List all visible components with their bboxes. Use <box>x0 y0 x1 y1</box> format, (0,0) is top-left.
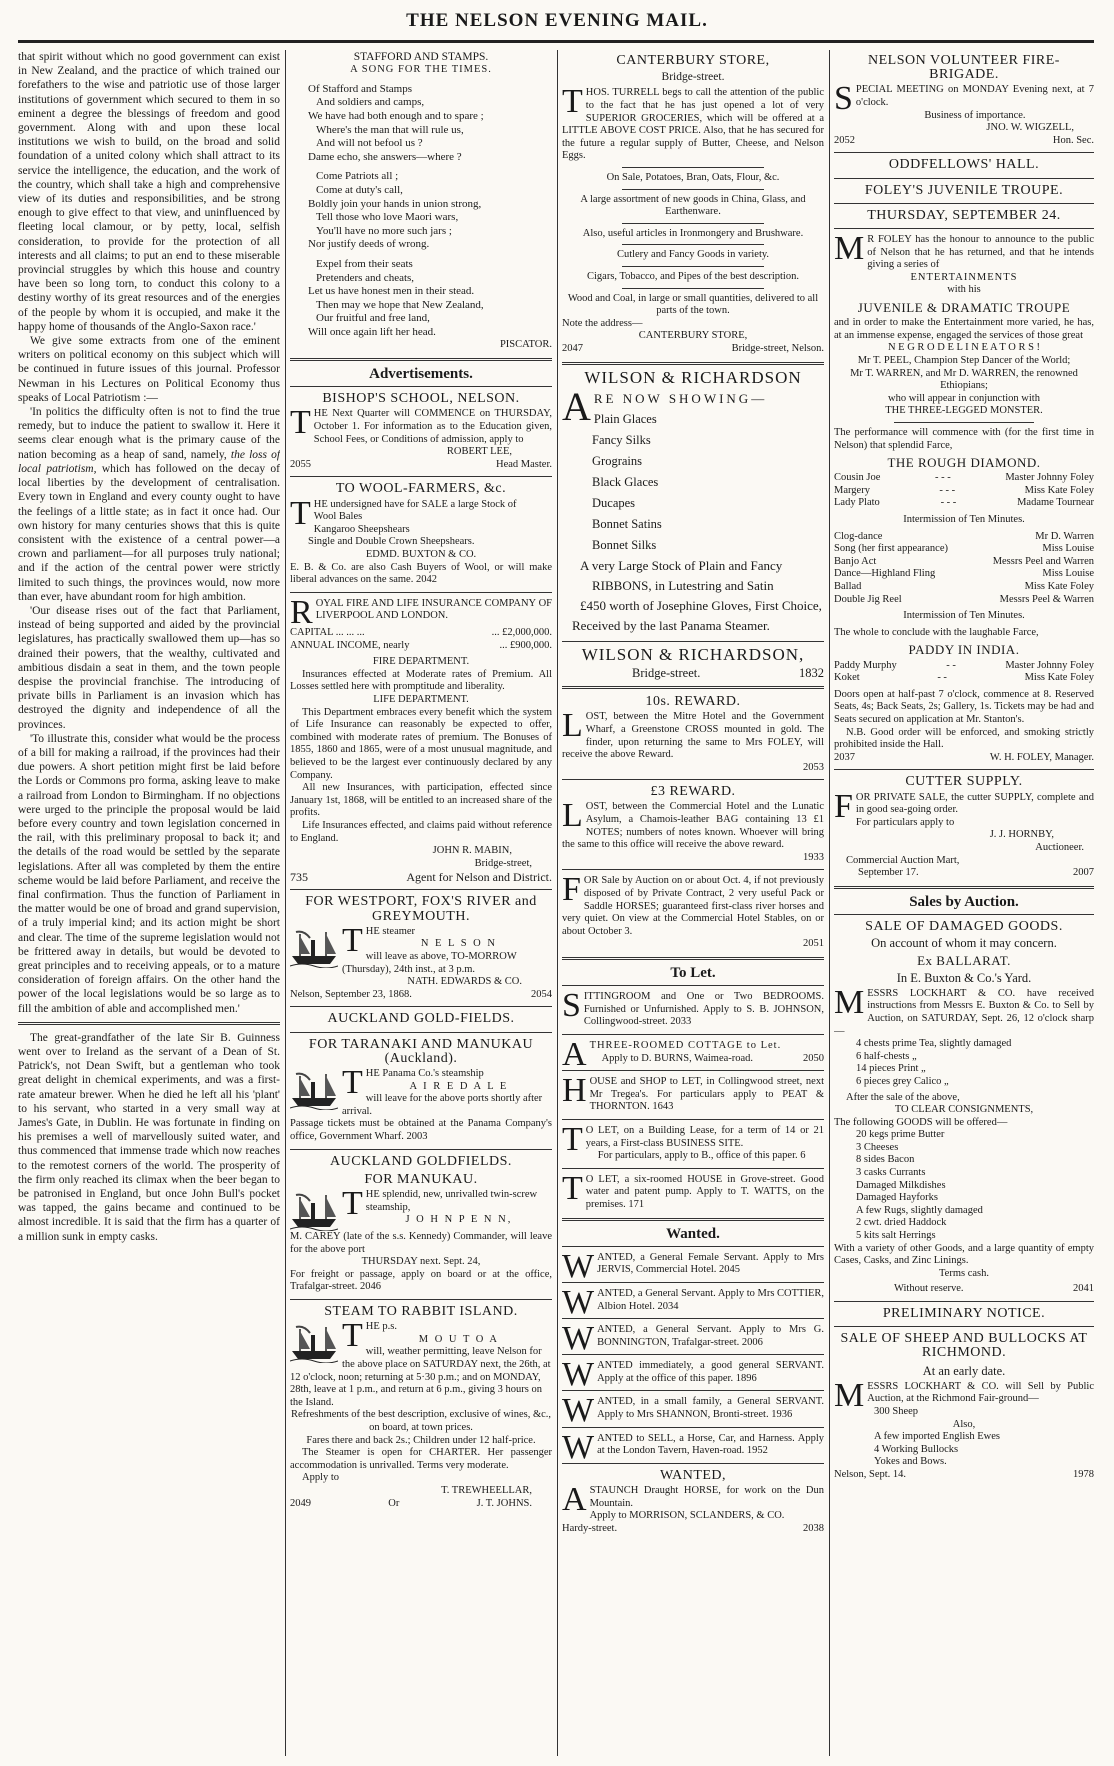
divider <box>562 985 824 986</box>
ad-title: PRELIMINARY NOTICE. <box>882 1306 1046 1321</box>
divider <box>834 1326 1094 1327</box>
ad-subheading: TO CLEAR CONSIGNMENTS, <box>894 1104 1034 1116</box>
ad-text: MESSRS LOCKHART & CO. have received instructions from Messrs E. Buxton & Co. to Sell by Auction, on SATURDAY, Sept. 26, 12 o'clock sharp— <box>834 983 1094 1037</box>
divider <box>562 1318 824 1319</box>
ad-title: WANTED, <box>659 1467 727 1483</box>
ad-number: 1933 <box>803 851 824 863</box>
ad-text: Cigars, Tobacco, and Pipes of the best description. <box>587 270 799 282</box>
wilson-richardson-title: WILSON & RICHARDSON, <box>581 644 805 664</box>
ad-text: THE Next Quarter will COMMENCE on THURSDAY, October 1. For information as to the Education given, School Fees, or Conditions of admission, apply to <box>290 404 552 445</box>
ad-footer: Apply to D. BURNS, Waimea-road. 2050 <box>601 1052 824 1064</box>
ad-title: TO WOOL-FARMERS, &c. <box>335 481 507 497</box>
divider <box>834 178 1094 179</box>
ad-title: AUCKLAND GOLDFIELDS. <box>330 1153 512 1169</box>
ad-number: 2051 <box>803 938 824 950</box>
ad-subheading: LIFE DEPARTMENT. <box>373 693 469 705</box>
ship-ad: THE splendid, new, unrivalled twin-screw steamship, J O H N P E N N, <box>290 1189 552 1231</box>
divider <box>562 779 824 780</box>
ad-signature: T. TREWHEELLAR, <box>441 1484 532 1496</box>
divider <box>290 386 552 387</box>
ad-text: M. CAREY (late of the s.s. Kennedy) Commander, will leave for the above port <box>290 1231 552 1255</box>
ad-title: BISHOP'S SCHOOL, NELSON. <box>322 391 520 407</box>
list-item: Bonnet Silks <box>592 537 657 552</box>
divider <box>562 1246 824 1247</box>
ad-number: 2053 <box>803 761 824 773</box>
ad-title: CUTTER SUPPLY. <box>905 774 1023 790</box>
list-item: 14 pieces Print „ <box>856 1063 926 1075</box>
cast-list <box>834 531 1094 607</box>
list-item: Cousin Joe - - - Master Johnny Foley <box>834 472 1094 484</box>
list-item: 8 sides Bacon <box>856 1154 915 1166</box>
article-paragraph: 'Our disease rises out of the fact that Parliament, instead of being supported and aided by the provincial legislatures, has practically swallowed them up—has so drained their powers, that the wealthy, cultivated and ambitious disdain a seat in them, and the town people despise the provincial franchise. The introducing of private bills in Parliament is an invasion which has destroyed the dignity and independence of all the provinces. <box>18 604 280 731</box>
section-rule <box>18 1022 280 1025</box>
steamship-icon <box>290 926 338 968</box>
ad-text: and in order to make the Entertainment more varied, he has, at an immense expense, engaged the services of those great <box>834 317 1094 341</box>
ad-text: Apply to MORRISON, SCLANDERS, & CO. <box>589 1510 785 1522</box>
ad-text: Mr T. WARREN, and Mr D. WARREN, the renowned Ethiopians; <box>850 367 1078 392</box>
ship-ad: THE p.s. M O U T O A will, weather permitting, leave Nelson for the above place on SATURDAY next, the 26th, at 12 o'clock, noon; returning at 5·30 p.m.; and on MONDAY, 28th, leave at 1 p.m., and return at 6 p.m., giving 3 hours on the Island. <box>290 1317 551 1408</box>
ad-text: Intermission of Ten Minutes. <box>903 514 1025 526</box>
divider <box>562 1034 824 1035</box>
ad-subheading: THE ROUGH DIAMOND. <box>887 455 1041 471</box>
ad-subheading: FIRE DEPARTMENT. <box>372 656 470 668</box>
list-item: Clog-dance Mr D. Warren <box>834 530 1094 542</box>
ad-text: M R FOLEY has the honour to announce to the public of Nelson that he has returned, and that he intends giving a series of <box>834 229 1094 271</box>
ad-text: Also, useful articles in Ironmongery and Brushware. <box>582 227 804 239</box>
ad-signature: JNO. W. WIGZELL, <box>986 122 1074 134</box>
ad-text: ENTERTAINMENTS <box>910 271 1018 283</box>
ad-text: T O LET, a six-roomed HOUSE in Grove-street. Good water and patent pump. Apply to T. WATTS, on the premises. 171 <box>562 1169 824 1210</box>
ad-text: The whole to conclude with the laughable Farce, <box>834 626 1039 638</box>
list-item: 6 half-chests „ <box>856 1050 917 1062</box>
list-item: Koket - - Miss Kate Foley <box>834 672 1094 684</box>
steamship-icon <box>290 1189 338 1231</box>
list-item: Song (her first appearance) Miss Louise <box>834 543 1094 555</box>
ad-signature: Auctioneer. <box>1035 841 1084 853</box>
section-rule <box>834 886 1094 889</box>
divider <box>834 1301 1094 1302</box>
ad-subheading: THE THREE-LEGGED MONSTER. <box>885 405 1043 417</box>
ad-subheading: Ex BALLARAT. <box>917 953 1011 969</box>
steamship-icon <box>290 1068 338 1110</box>
ad-text: LOST, between the Commercial Hotel and the Lunatic Asylum, a Chamois-leather BAG containing 13 £1 NOTES; numbers of notes known. Whoever will bring the same to this office will receive the above reward. <box>562 797 824 851</box>
masthead-rule <box>18 40 1094 43</box>
list-item: Margery - - - Miss Kate Foley <box>834 484 1094 496</box>
list-item: 4 chests prime Tea, slightly damaged <box>856 1038 1012 1050</box>
article-paragraph: that spirit without which no good government can exist in New Zealand, and the practice of which trained our forefathers to the wise and patriotic use of those larger institutions of government which secured to them in so eminent a degree the blessings of freedom and good government. Along with and upon these local institutions we wish to build, on the broad and solid foundation of a united colony which shall attract to its service the intelligence, the education, and the work of the country, which shall take a high and comprehensive view of its duties and responsibilities, and be strong enough to give effect to that view, and uninfluenced by fleeting local clamour, or by petty, local, selfish consideration, to provide for the protection of all interests and all claims; to put an end to these miserable provincial struggles by which this house and country have been so long torn, to conduct this colony to a destiny worthy of its great resources and of the energies of the people by whom it is occupied, and make it the happy home of thousands of the Anglo-Saxon race.' <box>18 51 280 333</box>
fabric-list <box>562 409 824 556</box>
ship-ad: THE steamer N E L S O N will leave as above, TO-MORROW (Thursday), 24th inst., at 3 p.m. <box>290 926 552 976</box>
ad-text: After the sale of the above, <box>846 1091 960 1103</box>
ad-text: Wood and Coal, in large or small quantities, delivered to all parts of the town. <box>567 292 819 317</box>
ad-title: ODDFELLOWS' HALL. <box>888 157 1040 173</box>
ad-signature: ROBERT LEE, <box>446 446 512 458</box>
column-divider <box>829 50 830 1756</box>
list-item: Grograins <box>592 453 642 468</box>
divider <box>562 1390 824 1391</box>
list-item: Damaged Hayforks <box>856 1192 938 1204</box>
list-item: Double Jig Reel Messrs Peel & Warren <box>834 593 1094 605</box>
ad-title: FOR MANUKAU. <box>364 1171 478 1187</box>
ad-text: This Department embraces every benefit which the system of Life Insurance can reasonably be expected to offer, combined with moderate rates of premium. The Bonuses of 1855, 1860 and 1865, were of a most unusual magnitude, and believed to be the largest ever continuously declared by any Company. <box>290 706 552 781</box>
column-divider <box>557 50 558 1756</box>
divider <box>562 869 824 870</box>
divider <box>290 889 552 890</box>
ad-subheading: JUVENILE & DRAMATIC TROUPE <box>857 299 1071 315</box>
divider <box>622 288 764 289</box>
ad-list: Wool Bales Kangaroo Sheepshears Single and Double Crown Sheepshears. <box>308 511 475 548</box>
poem-stanza: Expel from their seats Pretenders and cheats, Let us have honest men in their stead. Then may we hope that New Zealand, Our fruitful and free land, Will once again lift her head. <box>308 257 484 338</box>
divider <box>834 228 1094 229</box>
ad-text: FOR PRIVATE SALE, the cutter SUPPLY, complete and in good sea-going order. <box>834 787 1094 825</box>
divider <box>562 1119 824 1120</box>
ad-signature: CANTERBURY STORE, <box>638 330 748 342</box>
sales-heading: Sales by Auction. <box>909 893 1019 910</box>
cast-list <box>834 660 1094 685</box>
ad-text: In E. Buxton & Co.'s Yard. <box>896 970 1032 985</box>
ad-title: AUCKLAND GOLD-FIELDS. <box>327 1011 515 1027</box>
divider <box>562 1354 824 1355</box>
ad-subheading: PADDY IN INDIA. <box>908 642 1020 658</box>
poem-title: STAFFORD AND STAMPS. <box>353 51 489 63</box>
ad-subtitle: Bridge-street. <box>661 71 725 84</box>
divider <box>622 189 764 190</box>
ad-text: At an early date. <box>922 1363 1006 1378</box>
list-item: Dance—Highland Fling Miss Louise <box>834 568 1094 580</box>
ad-footer: Nelson, September 23, 1868. 2054 <box>290 988 552 1000</box>
ad-text: ARE NOW SHOWING— <box>562 383 768 429</box>
ad-text: Mr T. PEEL, Champion Step Dancer of the World; <box>857 354 1071 366</box>
list-item: 6 pieces grey Calico „ <box>856 1075 949 1087</box>
ad-text: FOR Sale by Auction on or about Oct. 4, if not previously disposed of by Private Contract, 2 very useful Pack or Saddle HORSES; guaranteed first-class river horses and very quiet. On view at the Commercial Hotel Stables, on or about October 3. <box>562 871 824 937</box>
ad-text: Intermission of Ten Minutes. <box>903 610 1025 622</box>
advertisements-heading: Advertisements. <box>369 366 473 383</box>
ad-text: The performance will commence with (for the first time in Nelson) that splendid Farce, <box>834 426 1094 451</box>
ad-title: FOR WESTPORT, FOX'S RIVER and GREYMOUTH. <box>305 894 537 924</box>
section-rule <box>562 686 824 689</box>
ad-text: MESSRS LOCKHART & CO. will Sell by Public Auction, at the Richmond Fair-ground— <box>834 1376 1094 1414</box>
ad-title: £3 REWARD. <box>650 784 736 800</box>
poem-stanza: Come Patriots all ; Come at duty's call, Boldly join your hands in union strong, Tell those who love Maori wars, You'll have no more such jars ; Nor justify deeds of wrong. <box>308 170 482 251</box>
ad-signature: JOHN R. MABIN, <box>432 845 512 857</box>
divider <box>562 1168 824 1169</box>
ad-footer: 2052 Hon. Sec. <box>834 134 1094 146</box>
ad-signature: Bridge-street, <box>474 857 532 869</box>
divider <box>290 1032 552 1033</box>
ad-title: STEAM TO RABBIT ISLAND. <box>324 1304 518 1319</box>
divider <box>562 1463 824 1464</box>
goods-list <box>834 1431 1094 1469</box>
ad-text: Commercial Auction Mart, <box>846 854 960 866</box>
poem-author: PISCATOR. <box>499 339 552 351</box>
ad-text: All new Insurances, with participation, effected since January 1st, 1868, will be entitled to an increased share of the profits. <box>290 782 552 819</box>
goods-list <box>834 1129 1094 1242</box>
list-item: Lady Plato - - - Madame Tournear <box>834 497 1094 509</box>
ad-text: ROYAL FIRE AND LIFE INSURANCE COMPANY OF LIVERPOOL AND LONDON. <box>290 593 552 631</box>
list-item: Fancy Silks <box>592 432 651 447</box>
steamship-icon <box>290 1321 338 1363</box>
ad-text: Terms cash. <box>939 1267 989 1279</box>
ad-signature: J. J. HORNBY, <box>989 829 1054 841</box>
list-item: Plain Glaces <box>593 411 657 426</box>
ad-footer: Hardy-street. 2038 <box>562 1522 824 1534</box>
wilson-richardson-title: WILSON & RICHARDSON <box>584 367 802 387</box>
ad-text: WANTED, a General Servant. Apply to Mrs COTTIER, Albion Hotel. 2034 <box>562 1283 824 1321</box>
ad-text: For freight or passage, apply on board or at the office, Trafalgar-street. 2046 <box>290 1268 552 1293</box>
list-item: Banjo Act Messrs Peel and Warren <box>834 555 1094 567</box>
ad-text: E. B. & Co. are also Cash Buyers of Wool, or will make liberal advances on the same. 2042 <box>290 561 552 586</box>
ad-text: Insurances effected at Moderate rates of Premium. All Losses settled here with promptitude and liberality. <box>290 668 552 693</box>
divider <box>562 1070 824 1071</box>
list-item: 3 casks Currants <box>856 1167 926 1179</box>
cast-list <box>834 472 1094 510</box>
ad-footer: 735 Agent for Nelson and District. <box>290 870 552 885</box>
divider <box>834 203 1094 204</box>
divider <box>290 592 552 593</box>
ad-text: WANTED, in a small family, a General SERVANT. Apply to Mrs SHANNON, Bronti-street. 1936 <box>562 1392 824 1430</box>
ad-text: THE undersigned have for SALE a large Stock of <box>290 494 517 532</box>
ad-text: ASTAUNCH Draught HORSE, for work on the Dun Mountain. <box>562 1481 824 1519</box>
divider <box>622 266 764 267</box>
ad-footer: 2047 Bridge-street, Nelson. <box>562 342 824 354</box>
list-item: Paddy Murphy - - Master Johnny Foley <box>834 659 1094 671</box>
section-rule <box>562 1218 824 1221</box>
divider <box>622 167 764 168</box>
ad-text: For particulars, apply to B., office of this paper. 6 <box>597 1150 806 1162</box>
list-item: Damaged Milkdishes <box>856 1179 946 1191</box>
ad-footer: Bridge-street. 1832 <box>632 665 824 680</box>
list-item: A few imported English Ewes <box>874 1431 1000 1443</box>
ad-text: Refreshments of the best description, exclusive of wines, &c., on board, at town prices. <box>290 1409 552 1433</box>
list-item: Yokes and Bows. <box>874 1456 947 1468</box>
list-item: 300 Sheep <box>874 1406 919 1417</box>
ad-text: SPECIAL MEETING on MONDAY Evening next, at 7 o'clock. <box>834 80 1094 118</box>
ad-footer: Nelson, Sept. 14. 1978 <box>834 1468 1094 1480</box>
ad-text: Note the address— <box>562 317 643 329</box>
poem-stanza: Of Stafford and Stamps And soldiers and camps, We have had both enough and to spare ; Where's the man that will rule us, And will not befool us ? Dame echo, she answers—where ? <box>308 82 484 163</box>
ad-text: THOS. TURRELL begs to call the attention of the public to the fact that he has just opened a lot of very SUPERIOR GROCERIES, which will be offered at a LITTLE ABOVE COST PRICE. Also, that he has secured for the future a regular supply of Butter, Cheese, and Nelson Eggs. <box>562 83 824 162</box>
ad-text: On account of whom it may concern. <box>871 936 1057 951</box>
ad-text: with his <box>947 284 981 296</box>
divider <box>834 769 1094 770</box>
column-2 <box>290 50 552 1756</box>
article-paragraph: We give some extracts from one of the eminent writers on political economy on this subject which will be continued in future issues of this journal. Professor Newman in his Lectures on Political Economy thus speaks of Local Patriotism :— <box>18 335 280 404</box>
list-item: Bonnet Satins <box>592 516 662 531</box>
ad-text: N.B. Good order will be enforced, and smoking strictly prohibited inside the Hall. <box>834 726 1094 751</box>
income-row: ANNUAL INCOME, nearly ... £900,000. <box>290 639 552 651</box>
ad-signature: EDMD. BUXTON & CO. <box>365 549 477 561</box>
wanted-heading: Wanted. <box>666 1225 720 1242</box>
column-divider <box>285 50 286 1756</box>
list-item: 5 kits salt Herrings <box>856 1230 936 1242</box>
ad-text: WANTED to SELL, a Horse, Car, and Harness. Apply at the London Tavern, Haven-road. 1952 <box>562 1428 824 1466</box>
ad-footer: 2049 Or J. T. JOHNS. <box>290 1497 532 1509</box>
column-3 <box>562 50 824 1756</box>
list-item: 3 Cheeses <box>856 1141 899 1153</box>
divider <box>622 244 764 245</box>
ad-title: 10s. REWARD. <box>645 694 741 710</box>
divider <box>290 1149 552 1150</box>
divider <box>290 1006 552 1007</box>
ad-text: Life Insurances effected, and claims paid without reference to England. <box>290 819 552 844</box>
ad-title: CANTERBURY STORE, <box>616 53 770 68</box>
section-rule <box>562 362 824 365</box>
ad-text: Passage tickets must be obtained at the Panama Company's office, Government Wharf. 2003 <box>290 1118 552 1143</box>
poem-subtitle: A SONG FOR THE TIMES. <box>350 64 492 76</box>
guinness-paragraph: The great-grandfather of the late Sir B. Guinness went over to Ireland as the servant of a Dean of St. Patrick's, not Dean Swift, but a gentleman who took great delight in chemical experiments, and was a first-rate amateur brewer. When he died he left all his 'plant' to his servant, who started in a very small way at James's Gate, in Dublin. He was fortunate in finding on his premises a well of marvellously suited water, and thus commenced that immense trade which now reaches to the remotest corners of the world. The prosperity of the firm only reached its climax when the beer began to be patronised in England, but once John Bull's pocket was tapped, the gains became and continued to be almost incredible. It is said that the firm has a quarter of a million sunk in empty casks. <box>18 1031 280 1243</box>
divider <box>290 476 552 477</box>
ad-text: Apply to <box>302 1472 340 1484</box>
divider <box>834 914 1094 915</box>
list-item: 4 Working Bullocks <box>874 1443 959 1455</box>
article-paragraph: 'In politics the difficulty often is not to find the true remedy, but to induce the patient to swallow it. Here it seems clear enough what is the primary cause of the nation becoming as a heap of sand, namely, the loss of local patriotism, which has followed on the decay of local liberties by the development of centralisation. Every town in England and every county ought to have the feelings of a little state; as in fact it once had. Our own history for many centuries shows that this is quite consistent with the existence of a central power—a crown and parliament—for all purposes truly national; and if the action of the central power were strictly limited to such things, the provinces would, now more than ever, have abundant room for high ambition. <box>18 406 280 603</box>
ad-text: With a variety of other Goods, and a large quantity of empty Cases, Casks, and Zinc Linings. <box>834 1242 1094 1267</box>
ad-text: THURSDAY next. Sept. 24, <box>361 1256 481 1268</box>
ad-text: Also, <box>952 1418 976 1430</box>
ad-text: Business of importance. <box>924 109 1026 121</box>
divider <box>834 152 1094 153</box>
ad-subheading: N E G R O D E L I N E A T O R S ! <box>887 342 1041 354</box>
ad-title: FOR TARANAKI AND MANUKAU (Auckland). <box>308 1036 534 1066</box>
list-item: A few Rugs, slightly damaged <box>856 1204 983 1216</box>
ad-text: Cutlery and Fancy Goods in variety. <box>616 249 770 261</box>
article-paragraph: 'To illustrate this, consider what would be the process of a bill for making a railroad, if the provinces had their due powers. A short petition might first be laid before the Lords or Commons pro forma, asking leave to make a railroad from London to Birmingham. If no objections were urged to the principle the proposal would be laid before every country and town legislation concerned in the rail, with this preliminary proposal to back it; and the details of the road would be settled by the separate legislations. After all was completed by them the entire scheme would be laid before Parliament, and receive the final confirmation. Thus the function of Parliament in the matter would be one of broad and grand supervision, of a truly imperial kind; and its action might be short and clear. The time of the supreme legislation would not be frittered away in details, but would be devoted to great principles and to receiving appeals, or to a mature consideration of foreign affairs. On the other hand the power of the local legislations would be so large as to fill the ambition of able and accomplished men.' <box>18 732 280 1015</box>
ad-text: On Sale, Potatoes, Bran, Oats, Flour, &c. <box>606 171 780 183</box>
ad-title: SALE OF SHEEP AND BULLOCKS AT RICHMOND. <box>840 1331 1088 1361</box>
ad-text: T O LET, on a Building Lease, for a term of 14 or 21 years, a First-class BUSINESS SITE. <box>562 1120 824 1158</box>
section-rule <box>290 358 552 361</box>
ad-text: The Steamer is open for CHARTER. Her passenger accommodation is unrivalled. Terms very moderate. <box>290 1447 552 1471</box>
masthead-title: THE NELSON EVENING MAIL. <box>406 10 708 31</box>
ad-text: SITTINGROOM and One or Two BEDROOMS. Furnished or Unfurnished. Apply to S. B. JOHNSON, Collingwood-street. 2033 <box>562 987 824 1028</box>
list-item: Black Glaces <box>592 474 659 489</box>
goods-list <box>834 1038 1094 1088</box>
ad-title: FOLEY'S JUVENILE TROUPE. <box>864 182 1064 198</box>
ad-text: £450 worth of Josephine Gloves, First Choice, <box>580 597 822 613</box>
ad-footer: September 17. 2007 <box>858 867 1094 879</box>
divider <box>622 223 764 224</box>
ad-text: Received by the last Panama Steamer. <box>572 617 770 633</box>
ad-title: SALE OF DAMAGED GOODS. <box>865 918 1063 934</box>
divider <box>562 641 824 642</box>
capital-row: CAPITAL ... ... ... ... £2,000,000. <box>290 627 552 638</box>
list-item: 20 kegs prime Butter <box>856 1129 945 1141</box>
ad-title: THURSDAY, SEPTEMBER 24. <box>867 207 1061 223</box>
ad-text: The following GOODS will be offered— <box>834 1116 1008 1128</box>
ad-text: WANTED, a General Female Servant. Apply to Mrs JERVIS, Commercial Hotel. 2045 <box>562 1247 824 1285</box>
column-1-editorial <box>18 50 280 1756</box>
list-item: Ballad Miss Kate Foley <box>834 581 1094 593</box>
ship-ad: THE Panama Co.'s steamship A I R E D A L E will leave for the above ports shortly after arrival. <box>290 1068 552 1118</box>
ad-text: WANTED immediately, a good general SERVANT. Apply at the office of this paper. 1896 <box>562 1356 824 1394</box>
list-item: Ducapes <box>592 495 636 510</box>
section-rule <box>562 957 824 960</box>
ad-text: who will appear in conjunction with <box>888 392 1040 404</box>
ad-text: LOST, between the Mitre Hotel and the Government Wharf, a Greenstone CROSS mounted in gold. The finder, upon returning the same to Mrs FOLEY, will receive the above Reward. <box>562 707 824 761</box>
divider <box>894 422 1034 423</box>
ad-signature: NATH. EDWARDS & CO. <box>407 976 522 988</box>
ad-footer: 2037 W. H. FOLEY, Manager. <box>834 751 1094 763</box>
ad-text: Doors open at half-past 7 o'clock, commence at 8. Reserved Seats, 4s; Back Seats, 2s; Gallery, 1s. Tickets may be had and Seats secured on application at Mr. Stanton's. <box>834 688 1094 725</box>
ad-text: HOUSE and SHOP to LET, in Collingwood street, next Mr Tregea's. For particulars apply to PEAT & THORNTON. 1643 <box>562 1072 824 1113</box>
ad-text: WANTED, a General Servant. Apply to Mrs G. BONNINGTON, Trafalgar-street. 2006 <box>562 1320 824 1358</box>
ad-footer: 2055 Head Master. <box>290 458 552 470</box>
divider <box>290 1299 552 1300</box>
ad-title: NELSON VOLUNTEER FIRE-BRIGADE. <box>868 53 1060 83</box>
ad-footer: Without reserve. 2041 <box>894 1283 1094 1295</box>
list-item: 2 cwt. dried Haddock <box>856 1217 947 1229</box>
ad-text: A large assortment of new goods in China, Glass, and Earthenware. <box>580 193 806 218</box>
ad-text: ATHREE-ROOMED COTTAGE to Let. <box>562 1036 782 1073</box>
ad-text: For particulars apply to <box>855 816 955 828</box>
to-let-heading: To Let. <box>670 965 716 982</box>
ad-text: A very Large Stock of Plain and Fancy RIBBONS, in Lutestring and Satin <box>580 557 783 593</box>
divider <box>562 1282 824 1283</box>
ad-text: Fares there and back 2s.; Children under 12 half-price. <box>306 1434 536 1446</box>
column-4 <box>834 50 1094 1756</box>
divider <box>562 1427 824 1428</box>
